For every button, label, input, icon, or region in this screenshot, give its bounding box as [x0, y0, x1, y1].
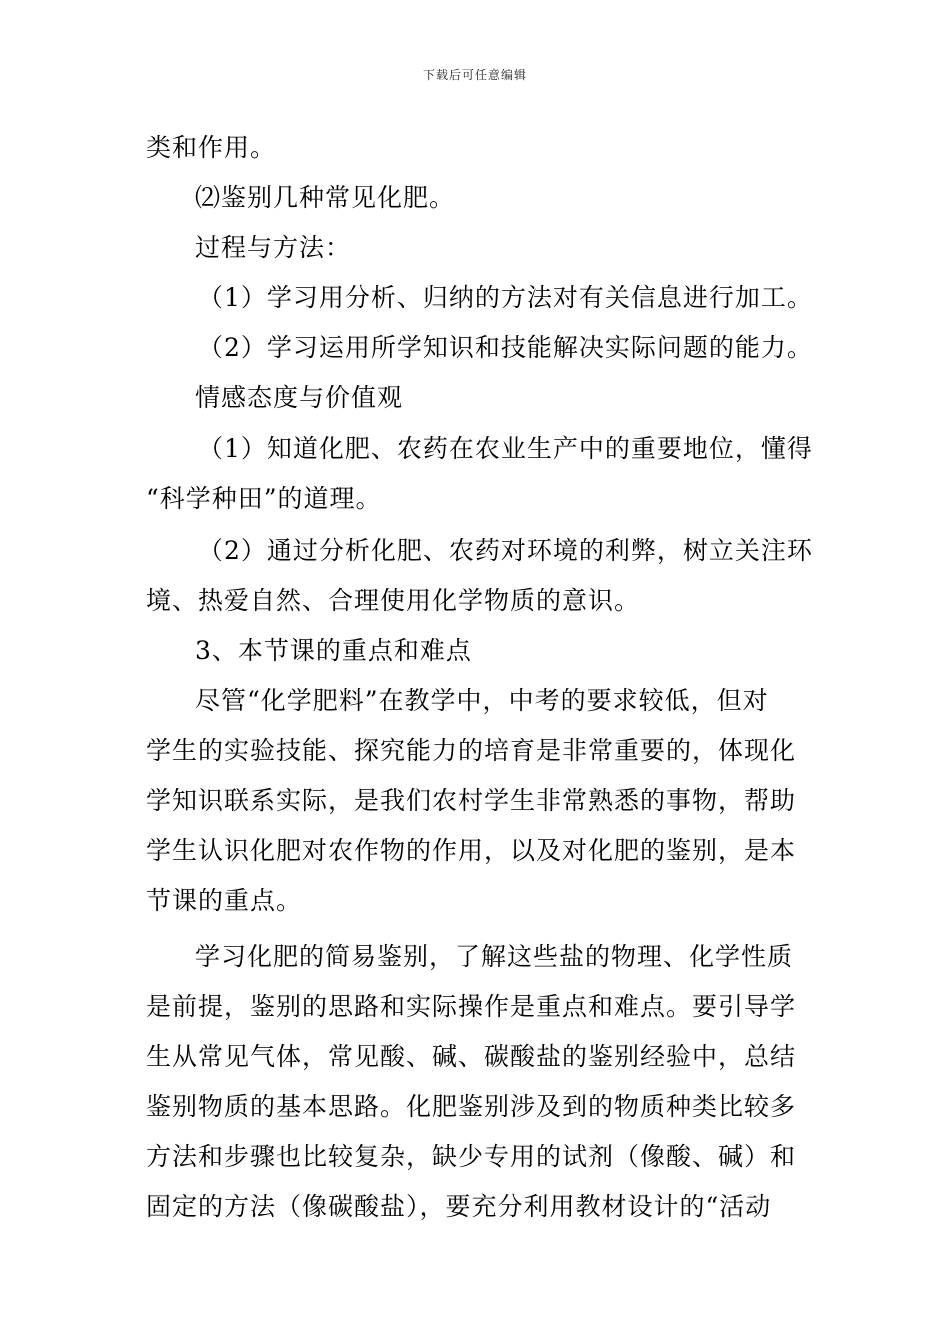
text-line-9: （2）通过分析化肥、农药对环境的利弊，树立关注环: [198, 536, 813, 565]
text-line-19: 生从常见气体，常见酸、碱、碳酸盐的鉴别经验中，总结: [146, 1042, 797, 1071]
text-line-13: 学生的实验技能、探究能力的培育是非常重要的，体现化: [146, 736, 797, 765]
page-header: 下载后可任意编辑: [422, 68, 527, 82]
text-line-5: （2）学习运用所学知识和技能解决实际问题的能力。: [198, 333, 813, 362]
text-line-20: 鉴别物质的基本思路。化肥鉴别涉及到的物质种类比较多: [146, 1092, 797, 1121]
text-line-3: 过程与方法：: [195, 233, 352, 262]
text-line-16: 节课的重点。: [146, 886, 303, 915]
text-line-2: ⑵鉴别几种常见化肥。: [195, 183, 456, 212]
text-line-22: 固定的方法（像碳酸盐），要充分利用教材设计的“活动: [146, 1192, 772, 1221]
text-line-14: 学知识联系实际，是我们农村学生非常熟悉的事物，帮助: [146, 786, 797, 815]
text-line-7: （1）知道化肥、农药在农业生产中的重要地位，懂得: [198, 434, 813, 463]
text-line-17: 学习化肥的简易鉴别，了解这些盐的物理、化学性质: [195, 942, 794, 971]
text-line-6: 情感态度与价值观: [195, 383, 404, 412]
text-line-10: 境、热爱自然、合理使用化学物质的意识。: [146, 586, 641, 615]
text-line-8: “科学种田”的道理。: [146, 484, 382, 513]
text-line-21: 方法和步骤也比较复杂，缺少专用的试剂（像酸、碱）和: [146, 1142, 797, 1171]
text-line-15: 学生认识化肥对农作物的作用，以及对化肥的鉴别，是本: [146, 836, 797, 865]
text-line-12: 尽管“化学肥料”在教学中，中考的要求较低，但对: [195, 686, 769, 715]
text-line-18: 是前提，鉴别的思路和实际操作是重点和难点。要引导学: [146, 992, 797, 1021]
text-line-11: 3、本节课的重点和难点: [195, 636, 472, 665]
text-line-4: （1）学习用分析、归纳的方法对有关信息进行加工。: [198, 283, 813, 312]
text-line-1: 类和作用。: [146, 133, 277, 162]
